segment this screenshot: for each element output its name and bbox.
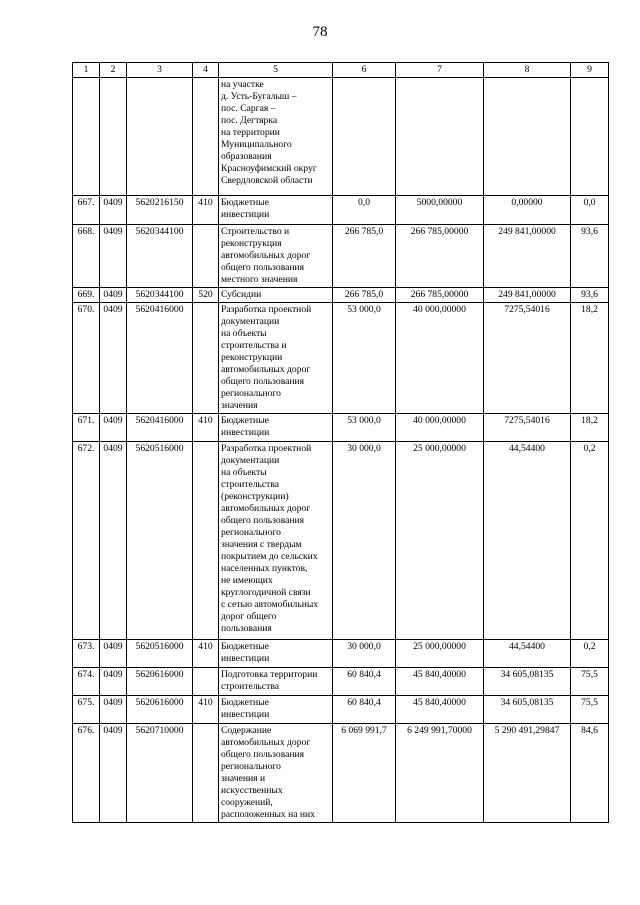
- table-header-row: [73, 63, 609, 78]
- row-number-cell: 675.: [73, 696, 100, 724]
- column-header: 5: [219, 63, 333, 78]
- amount-executed-cell: 5 290 491,29847: [484, 724, 571, 823]
- row-number-cell: 670.: [73, 303, 100, 414]
- percent-cell: 0,2: [571, 640, 609, 668]
- target-code-cell: 5620616000: [127, 668, 193, 696]
- target-code-cell: 5620710000: [127, 724, 193, 823]
- target-code-cell: 5620516000: [127, 640, 193, 668]
- table-row: [73, 196, 609, 225]
- section-code-cell: 0409: [100, 288, 127, 303]
- target-code-cell: 5620616000: [127, 696, 193, 724]
- item-name-cell: на участке д. Усть-Бугалыш – пос. Саргая – пос. Дегтярка на территории Муниципального образования Красноуфимский округ Свердловской области: [219, 78, 333, 196]
- amount-planned-cell: 266 785,0: [333, 225, 396, 288]
- row-number-cell: 673.: [73, 640, 100, 668]
- expense-type-cell: 410: [193, 196, 219, 225]
- table-row: [73, 288, 609, 303]
- amount-executed-cell: [484, 78, 571, 196]
- table-row: [73, 303, 609, 414]
- row-number-cell: 674.: [73, 668, 100, 696]
- item-name-cell: Бюджетные инвестиции: [219, 414, 333, 442]
- section-code-cell: 0409: [100, 303, 127, 414]
- section-code-cell: 0409: [100, 640, 127, 668]
- amount-approved-cell: 266 785,00000: [396, 288, 484, 303]
- section-code-cell: 0409: [100, 696, 127, 724]
- target-code-cell: 5620416000: [127, 414, 193, 442]
- table-body: [73, 78, 609, 823]
- column-header: 8: [484, 63, 571, 78]
- table-row: [73, 225, 609, 288]
- expense-type-cell: [193, 225, 219, 288]
- expense-type-cell: 410: [193, 640, 219, 668]
- row-number-cell: 667.: [73, 196, 100, 225]
- item-name-cell: Подготовка территории строительства: [219, 668, 333, 696]
- expense-type-cell: 410: [193, 696, 219, 724]
- column-header: 6: [333, 63, 396, 78]
- amount-approved-cell: 45 840,40000: [396, 696, 484, 724]
- amount-executed-cell: 44,54400: [484, 640, 571, 668]
- amount-planned-cell: 60 840,4: [333, 668, 396, 696]
- percent-cell: 75,5: [571, 696, 609, 724]
- target-code-cell: 5620344100: [127, 288, 193, 303]
- row-number-cell: 668.: [73, 225, 100, 288]
- amount-planned-cell: 6 069 991,7: [333, 724, 396, 823]
- row-number-cell: 671.: [73, 414, 100, 442]
- table-row: [73, 78, 609, 196]
- amount-planned-cell: 53 000,0: [333, 414, 396, 442]
- table-row: [73, 724, 609, 823]
- amount-planned-cell: [333, 78, 396, 196]
- column-header: 3: [127, 63, 193, 78]
- amount-planned-cell: 30 000,0: [333, 640, 396, 668]
- amount-executed-cell: 44,54400: [484, 442, 571, 640]
- budget-table: [72, 62, 609, 823]
- amount-planned-cell: 30 000,0: [333, 442, 396, 640]
- percent-cell: [571, 78, 609, 196]
- amount-executed-cell: 34 605,08135: [484, 696, 571, 724]
- column-header: 4: [193, 63, 219, 78]
- expense-type-cell: [193, 442, 219, 640]
- row-number-cell: 669.: [73, 288, 100, 303]
- percent-cell: 0,2: [571, 442, 609, 640]
- column-header: 2: [100, 63, 127, 78]
- section-code-cell: 0409: [100, 196, 127, 225]
- expense-type-cell: 520: [193, 288, 219, 303]
- expense-type-cell: 410: [193, 414, 219, 442]
- percent-cell: 18,2: [571, 303, 609, 414]
- target-code-cell: 5620344100: [127, 225, 193, 288]
- row-number-cell: [73, 78, 100, 196]
- amount-approved-cell: 6 249 991,70000: [396, 724, 484, 823]
- amount-approved-cell: 40 000,00000: [396, 303, 484, 414]
- section-code-cell: 0409: [100, 668, 127, 696]
- expense-type-cell: [193, 303, 219, 414]
- column-header: 1: [73, 63, 100, 78]
- column-header: 7: [396, 63, 484, 78]
- amount-planned-cell: 53 000,0: [333, 303, 396, 414]
- amount-executed-cell: 249 841,00000: [484, 288, 571, 303]
- percent-cell: 18,2: [571, 414, 609, 442]
- amount-approved-cell: 25 000,00000: [396, 442, 484, 640]
- item-name-cell: Бюджетные инвестиции: [219, 196, 333, 225]
- item-name-cell: Разработка проектной документации на объекты строительства (реконструкции) автомобильных дорог общего пользования регионального значения с твердым покрытием до сельских населенных пунктов, не имеющих круглогодичной связи с сетью автомобильных дорог общего пользования: [219, 442, 333, 640]
- amount-planned-cell: 60 840,4: [333, 696, 396, 724]
- item-name-cell: Бюджетные инвестиции: [219, 640, 333, 668]
- column-header: 9: [571, 63, 609, 78]
- section-code-cell: 0409: [100, 724, 127, 823]
- amount-approved-cell: 45 840,40000: [396, 668, 484, 696]
- page-number: 78: [312, 24, 328, 40]
- amount-planned-cell: 266 785,0: [333, 288, 396, 303]
- target-code-cell: 5620516000: [127, 442, 193, 640]
- item-name-cell: Субсидии: [219, 288, 333, 303]
- percent-cell: 0,0: [571, 196, 609, 225]
- percent-cell: 75,5: [571, 668, 609, 696]
- target-code-cell: [127, 78, 193, 196]
- item-name-cell: Разработка проектной документации на объекты строительства и реконструкции автомобильных дорог общего пользования регионального значения: [219, 303, 333, 414]
- section-code-cell: 0409: [100, 414, 127, 442]
- amount-executed-cell: 7275,54016: [484, 303, 571, 414]
- expense-type-cell: [193, 668, 219, 696]
- table-row: [73, 442, 609, 640]
- target-code-cell: 5620416000: [127, 303, 193, 414]
- item-name-cell: Строительство и реконструкция автомобильных дорог общего пользования местного значения: [219, 225, 333, 288]
- item-name-cell: Бюджетные инвестиции: [219, 696, 333, 724]
- expense-type-cell: [193, 78, 219, 196]
- target-code-cell: 5620216150: [127, 196, 193, 225]
- amount-executed-cell: 7275,54016: [484, 414, 571, 442]
- item-name-cell: Содержание автомобильных дорог общего пользования регионального значения и искусственных сооружений, расположенных на них: [219, 724, 333, 823]
- percent-cell: 93,6: [571, 225, 609, 288]
- section-code-cell: [100, 78, 127, 196]
- section-code-cell: 0409: [100, 442, 127, 640]
- row-number-cell: 672.: [73, 442, 100, 640]
- table-row: [73, 640, 609, 668]
- amount-executed-cell: 34 605,08135: [484, 668, 571, 696]
- table-row: [73, 696, 609, 724]
- percent-cell: 93,6: [571, 288, 609, 303]
- table-row: [73, 668, 609, 696]
- amount-approved-cell: 25 000,00000: [396, 640, 484, 668]
- amount-approved-cell: 5000,00000: [396, 196, 484, 225]
- amount-executed-cell: 249 841,00000: [484, 225, 571, 288]
- amount-approved-cell: 266 785,00000: [396, 225, 484, 288]
- amount-planned-cell: 0,0: [333, 196, 396, 225]
- table-row: [73, 414, 609, 442]
- amount-approved-cell: [396, 78, 484, 196]
- row-number-cell: 676.: [73, 724, 100, 823]
- amount-approved-cell: 40 000,00000: [396, 414, 484, 442]
- amount-executed-cell: 0,00000: [484, 196, 571, 225]
- expense-type-cell: [193, 724, 219, 823]
- percent-cell: 84,6: [571, 724, 609, 823]
- section-code-cell: 0409: [100, 225, 127, 288]
